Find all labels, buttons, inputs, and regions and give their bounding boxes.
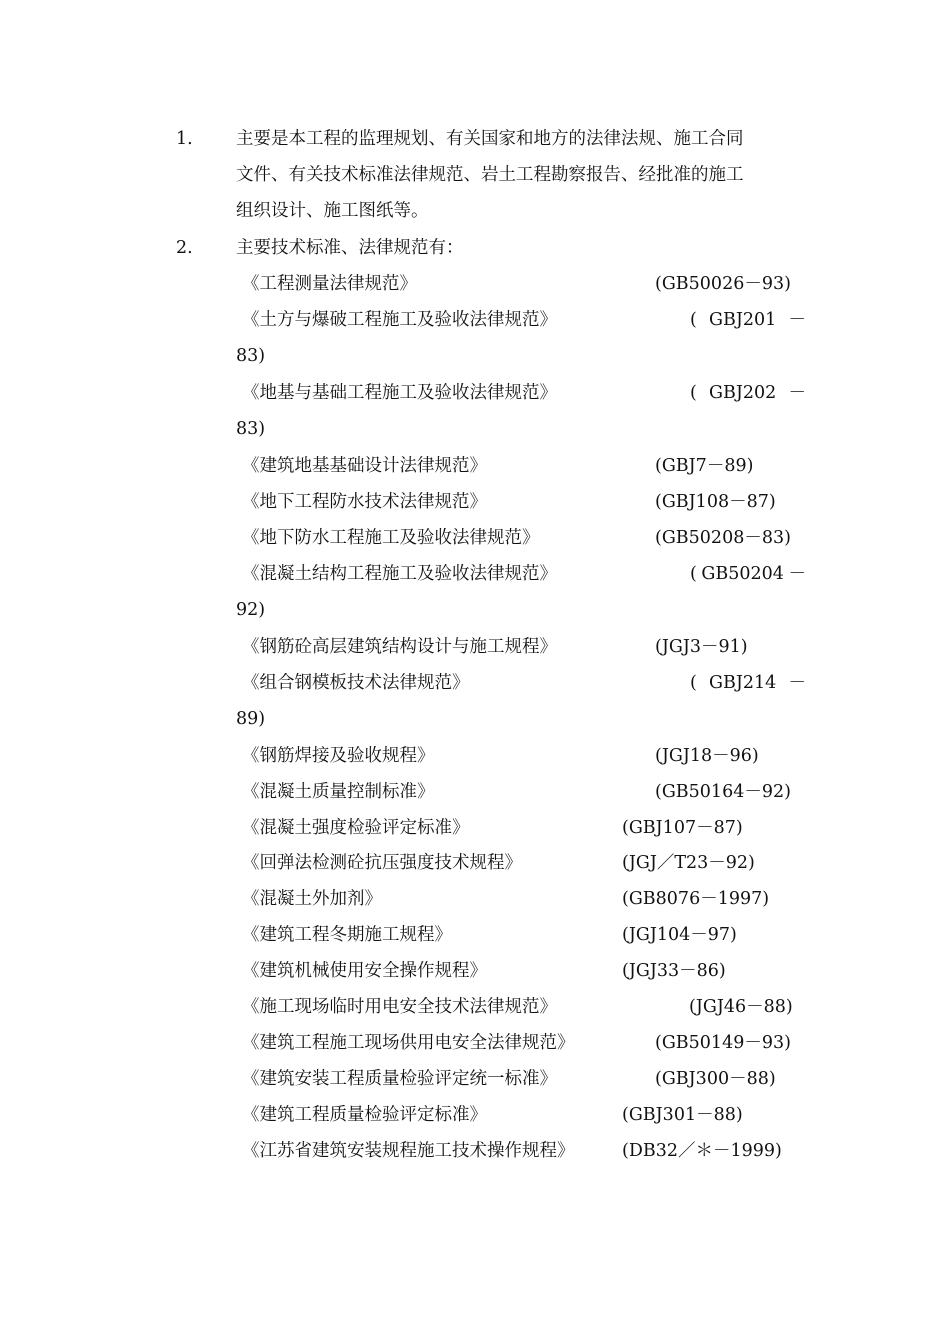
code-id: GBJ214 [709,673,777,693]
standard-row [0,1100,950,1130]
standard-name: 《混凝土外加剂》 [242,889,382,909]
standard-name: 《钢筋焊接及验收规程》 [242,746,435,766]
standard-row [0,668,950,698]
standard-row [0,741,950,771]
standard-name: 《施工现场临时用电安全技术法律规范》 [242,997,557,1017]
standard-name: 《江苏省建筑安装规程施工技术操作规程》 [242,1141,575,1161]
standard-code: (JGJ46－88) [689,997,793,1017]
standard-code: (GBJ300－88) [655,1069,776,1089]
code-open: ( [690,383,697,403]
standard-name: 《地下工程防水技术法律规范》 [242,492,487,512]
standard-name: 《建筑工程施工现场供用电安全法律规范》 [242,1033,575,1053]
standard-code [690,378,806,408]
item-2-line [0,233,950,263]
standard-name: 《建筑工程质量检验评定标准》 [242,1105,487,1125]
standard-code [690,559,806,589]
item-1-line-3 [0,196,950,226]
code-tail: 83) [236,346,266,366]
standard-row [0,1136,950,1166]
standard-code: (GBJ107－87) [622,818,743,838]
standard-code [690,305,806,335]
code-dash: － [788,564,806,584]
standard-row [0,378,950,408]
standard-code: (DB32／＊－1999) [622,1141,782,1161]
standard-row [0,559,950,589]
standard-code: (GB50164－92) [655,782,791,802]
standard-code-wrap [0,414,950,444]
standard-row [0,269,950,299]
standard-row [0,487,950,517]
standard-name: 《回弹法检测砼抗压强度技术规程》 [242,853,522,873]
standard-name: 《建筑安装工程质量检验评定统一标准》 [242,1069,557,1089]
standard-name: 《建筑地基基础设计法律规范》 [242,456,487,476]
standard-row [0,920,950,950]
standard-row [0,1028,950,1058]
code-id: GBJ201 [709,310,777,330]
standard-code-wrap [0,595,950,625]
standard-name: 《钢筋砼高层建筑结构设计与施工规程》 [242,637,557,657]
standard-code: (JGJ33－86) [622,961,726,981]
standard-name: 《混凝土强度检验评定标准》 [242,818,470,838]
standard-code: (JGJ104－97) [622,925,737,945]
standard-name: 《混凝土结构工程施工及验收法律规范》 [242,564,557,584]
code-open: ( [690,310,697,330]
standard-name: 《组合钢模板技术法律规范》 [242,673,470,693]
code-dash: － [788,673,806,693]
standard-code: (JGJ18－96) [655,746,759,766]
standard-code-wrap [0,704,950,734]
standard-name: 《地下防水工程施工及验收法律规范》 [242,528,540,548]
item-1-number: 1. [176,129,193,149]
item-1-line-1 [0,124,950,154]
standard-code: (GB50026－93) [655,274,791,294]
standard-code: (GBJ108－87) [655,492,776,512]
code-open: ( [690,564,697,584]
code-id: GBJ202 [709,383,777,403]
standard-code: (GB50208－83) [655,528,791,548]
item-2-number: 2. [176,238,193,258]
item-1-text: 组织设计、施工图纸等。 [236,201,429,221]
standard-code: (GBJ7－89) [655,456,754,476]
code-open: ( [690,673,697,693]
standard-code [690,668,806,698]
standard-row [0,305,950,335]
standard-code: (JGJ／T23－92) [622,853,755,873]
standard-row [0,777,950,807]
code-tail: 89) [236,709,266,729]
standard-code: (JGJ3－91) [655,637,748,657]
code-tail: 92) [236,600,266,620]
code-dash: － [788,383,806,403]
standard-name: 《建筑工程冬期施工规程》 [242,925,452,945]
item-2-heading: 主要技术标准、法律规范有： [236,238,464,258]
item-1-text: 文件、有关技术标准法律规范、岩土工程勘察报告、经批准的施工 [236,165,744,185]
item-1-text: 主要是本工程的监理规划、有关国家和地方的法律法规、施工合同 [236,129,744,149]
standard-row [0,813,950,843]
standard-row [0,956,950,986]
standard-code: (GB8076－1997) [622,889,770,909]
item-1-line-2 [0,160,950,190]
standard-row [0,451,950,481]
code-id: GB50204 [701,564,784,584]
standard-row [0,1064,950,1094]
standard-name: 《地基与基础工程施工及验收法律规范》 [242,383,557,403]
standard-row [0,632,950,662]
code-tail: 83) [236,419,266,439]
standard-name: 《土方与爆破工程施工及验收法律规范》 [242,310,557,330]
standard-row [0,992,950,1022]
code-dash: － [788,310,806,330]
standard-name: 《混凝土质量控制标准》 [242,782,435,802]
standard-row [0,848,950,878]
standard-name: 《工程测量法律规范》 [242,274,417,294]
standard-code-wrap [0,341,950,371]
standard-row [0,523,950,553]
standard-code: (GBJ301－88) [622,1105,743,1125]
standard-code: (GB50149－93) [655,1033,791,1053]
standard-name: 《建筑机械使用安全操作规程》 [242,961,487,981]
standard-row [0,884,950,914]
